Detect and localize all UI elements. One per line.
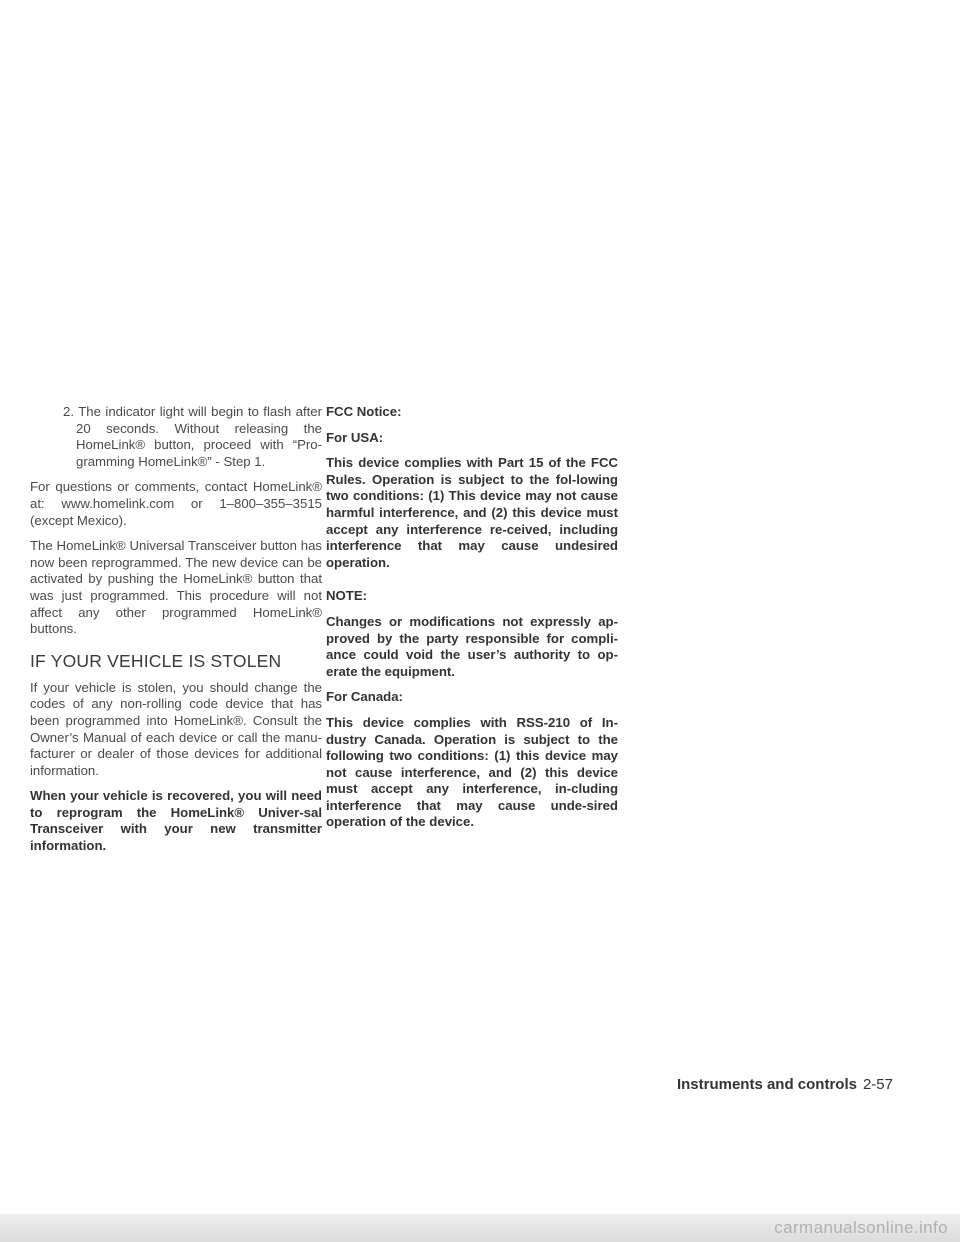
stolen-heading: IF YOUR VEHICLE IS STOLEN [30, 650, 282, 671]
canada-label: For Canada: [326, 689, 403, 705]
left-column [30, 404, 322, 864]
stolen-text: If your vehicle is stolen, you should change the codes of any non-rolling code device that has been programmed into HomeLink®. Consult the Owner’s Manual of each device or call the manu-facturer or dealer of those devices for additional information. [30, 679, 322, 778]
reprogrammed-text: The HomeLink® Universal Transceiver button has now been reprogrammed. The new device can be activated by pushing the HomeLink® button that was just programmed. This procedure will not affect any other programmed HomeLink® buttons. [30, 538, 322, 637]
footer-section-title: Instruments and controls [676, 1076, 857, 1093]
fcc-notice-label: FCC Notice: [326, 404, 402, 419]
spacer [326, 580, 618, 588]
note-text: Changes or modifications not expressly ap-proved by the party responsible for compli-ance could void the user’s authority to op-erate the equipment. [326, 613, 618, 679]
usa-label: For USA: [326, 429, 384, 445]
canada-text: This device complies with RSS-210 of In-dustry Canada. Operation is subject to the following two conditions: (1) this device may not cause interference, and (2) this device must accept any interference, in-cluding interference that may cause unde-sired operation of the device. [326, 714, 618, 830]
contact-info-text: For questions or comments, contact HomeLink® at: www.homelink.com or 1–800–355–3515 (except Mexico). [30, 479, 322, 528]
watermark-banner [0, 1214, 960, 1242]
watermark-text: carmanualsonline.info [774, 1218, 948, 1237]
recovered-warning: When your vehicle is recovered, you will need to reprogram the HomeLink® Univer-sal Transceiver with your new transmitter information. [30, 788, 322, 854]
step-2-text: 2. The indicator light will begin to flash after 20 seconds. Without releasing the HomeLink® button, proceed with “Pro-gramming HomeLink®” - Step 1. [63, 404, 322, 469]
note-label: NOTE: [326, 588, 368, 604]
page-footer [677, 1076, 893, 1093]
right-column [326, 404, 618, 840]
usa-text: This device complies with Part 15 of the FCC Rules. Operation is subject to the fol-lowing two conditions: (1) This device may not cause harmful interference, and (2) this device must accept any interference re-ceived, including interference that may cause undesired operation. [326, 455, 618, 570]
page-number: 2-57 [862, 1076, 893, 1093]
